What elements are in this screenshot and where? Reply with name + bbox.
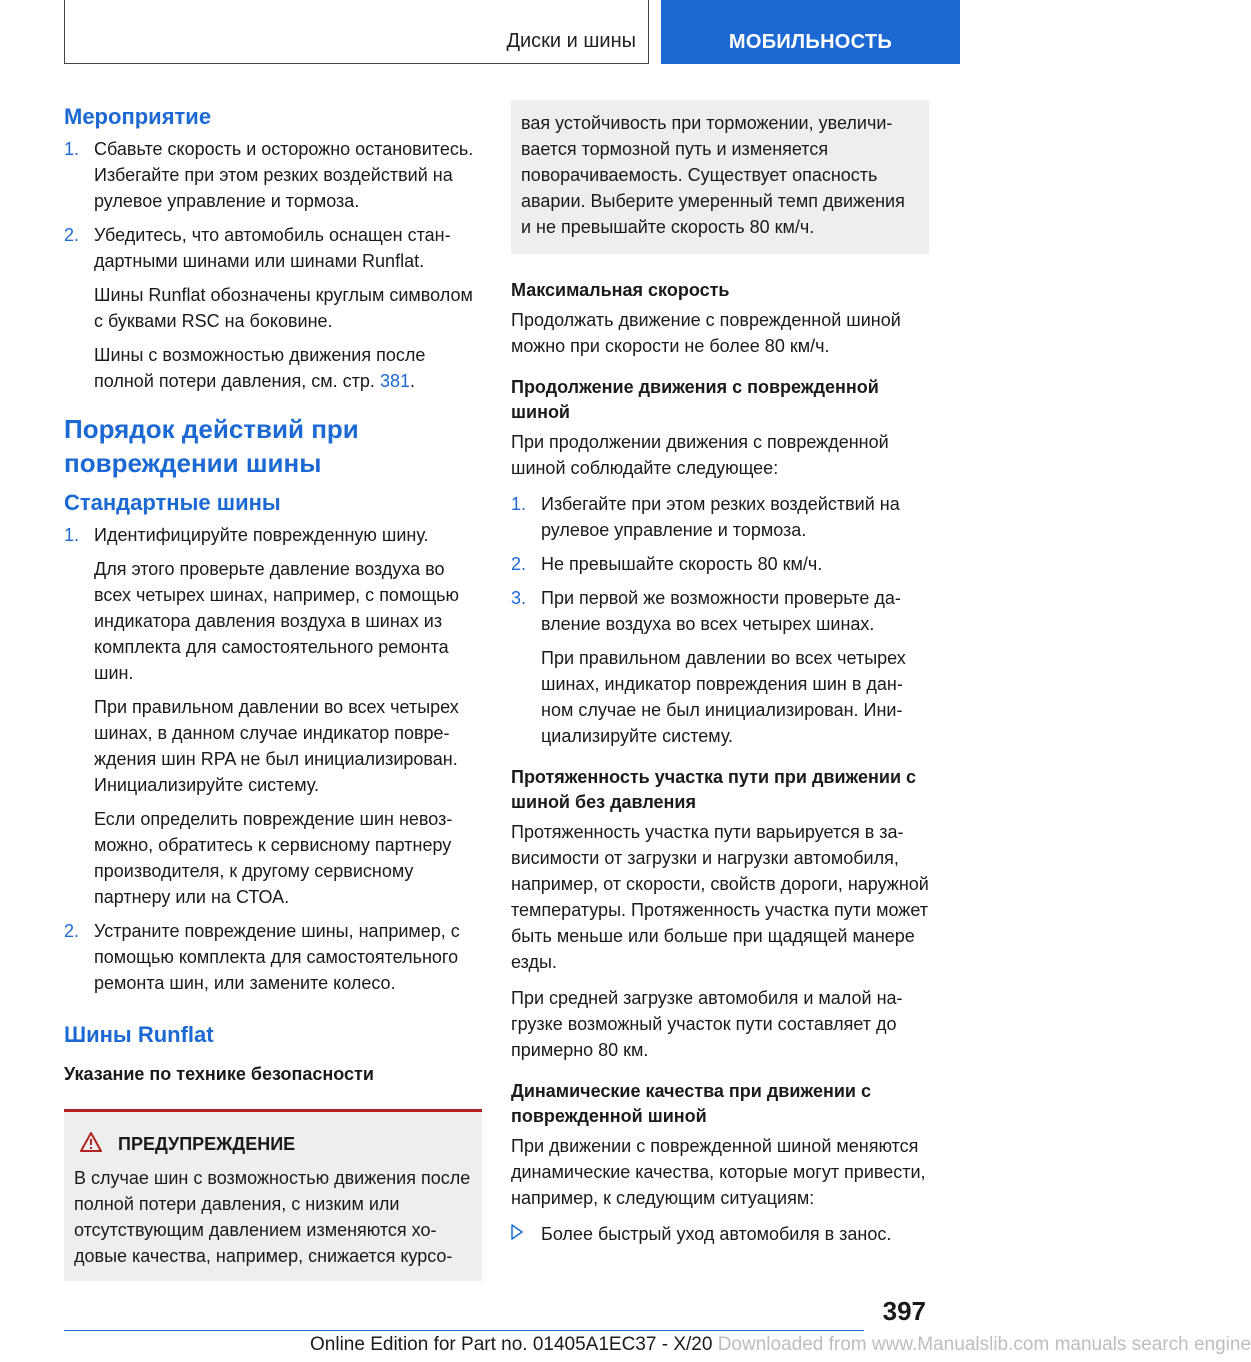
procedure-heading: Порядок действий при повреждении шины [64,414,359,478]
warning-label: ПРЕДУПРЕЖДЕНИЕ [118,1134,296,1154]
left-column [64,100,482,1281]
bullet-item [511,1221,929,1247]
safety-heading: Указание по технике безопасности [64,1064,374,1084]
warning-box-continuation [511,100,929,254]
list-continuation: При правильном давлении во всех четырех шинах, в данном случае индикатор повреждения шин RPA не был инициализирован. Инициализируйте систему. [94,697,459,795]
list-continuation: При правильном давлении во всех четырех шинах, индикатор повреждения шин в данном случае не был инициализирован. Инициализируйте систему. [541,648,906,746]
continue-driving-text: При продолжении движения с поврежденной шиной соблюдайте следующее: [511,432,889,478]
list-continuation: Шины с возможностью движения после полной потери давления, см. стр. 381. [94,345,426,391]
page-ref-text: Шины с возможностью движения после полной потери давления, см. стр. [94,345,426,391]
right-column [511,100,929,1253]
triangle-right-icon [511,1224,523,1245]
dynamics-heading: Динамические качества при движении с поврежденной шиной [511,1081,871,1126]
list-number: 2. [64,921,80,941]
runflat-heading: Шины Runflat [64,1022,214,1047]
measure-heading: Мероприятие [64,104,212,129]
list-text: Не превышайте скорость 80 км/ч. [541,554,823,574]
list-text: Устраните повреждение шины, например, с помощью комплекта для самостоятельного ремонта шин, или замените колесо. [94,921,460,993]
list-text: Сбавьте скорость и осторожно остановитесь. Избегайте при этом резких воздействий на рулевое управление и тормоза. [94,139,474,211]
list-number: 2. [511,554,527,574]
watermark-text: Downloaded from www.Manualslib.com manuals search engine [717,1334,1251,1355]
list-item [64,136,482,214]
continue-driving-heading: Продолжение движения с поврежденной шиной [511,377,879,422]
warning-triangle-icon [80,1132,102,1157]
list-continuation: Шины Runflat обозначены круглым символом с буквами RSC на боковине. [94,285,473,331]
list-text: Избегайте при этом резких воздействий на рулевое управление и тормоза. [541,494,900,540]
footer-edition [310,1334,1251,1356]
list-continuation: Для этого проверьте давление воздуха во всех четырех шинах, например, с помощью индикатора давления воздуха в шинах из комплекта для самостоятельного ремонта шин. [94,559,460,683]
max-speed-heading: Максимальная скорость [511,280,730,300]
distance-heading: Протяженность участка пути при движении с шиной без давления [511,767,917,812]
list-item [64,222,482,274]
standard-tires-heading: Стандартные шины [64,490,281,515]
list-item [64,918,482,996]
bullet-text: Более быстрый уход автомобиля в занос. [541,1224,892,1244]
list-item [511,551,929,577]
chapter-tab[interactable]: МОБИЛЬНОСТЬ [661,0,960,64]
page-ref-link[interactable]: 381 [379,371,410,391]
page-number: 397 [882,1296,926,1326]
dynamics-text: При движении с поврежденной шиной меняются динамические качества, которые могут привести, например, к следующим ситуациям: [511,1136,926,1208]
warning-text-continuation: вая устойчивость при торможении, увеличивается тормозной путь и изменяется поворачиваемость. Существует опасность аварии. Выберите умеренный темп движения и не превышайте скорость 80 км/ч. [521,113,905,237]
list-continuation: Если определить повреждение шин невозможно, обратитесь к сервисному партнеру производителя, к другому сервисному партнеру или на СТОА. [94,809,453,907]
edition-text: Online Edition for Part no. 01405A1EC37 - X/20 [310,1334,713,1355]
list-item [511,585,929,637]
header-section-box [64,0,649,64]
footer-divider [64,1330,864,1331]
max-speed-text: Продолжать движение с поврежденной шиной можно при скорости не более 80 км/ч. [511,310,901,356]
list-number: 1. [64,139,80,159]
list-text: При первой же возможности проверьте давление воздуха во всех четырех шинах. [541,588,901,634]
section-title: Диски и шины [506,30,636,52]
distance-text: Протяженность участка пути варьируется в зависимости от загрузки и нагрузки автомобиля, например, от скорости, свойств дороги, наружной температуры. Протяженность участка пути может быть меньше или больше при щадящей манере езды. [511,822,929,972]
list-number: 1. [511,494,527,514]
list-item [511,491,929,543]
list-number: 1. [64,525,80,545]
list-item [64,522,482,548]
list-text: Идентифицируйте поврежденную шину. [94,525,429,545]
distance-text: При средней загрузке автомобиля и малой нагрузке возможный участок пути составляет до примерно 80 км. [511,988,903,1060]
warning-header [74,1132,472,1157]
list-number: 2. [64,225,80,245]
list-number: 3. [511,588,527,608]
warning-box [64,1109,482,1281]
list-text: Убедитесь, что автомобиль оснащен стандартными шинами или шинами Runflat. [94,225,451,271]
warning-text: В случае шин с возможностью движения после полной потери давления, с низким или отсутствующим давлением изменяются ходовые качества, например, снижается курсо- [74,1168,471,1266]
